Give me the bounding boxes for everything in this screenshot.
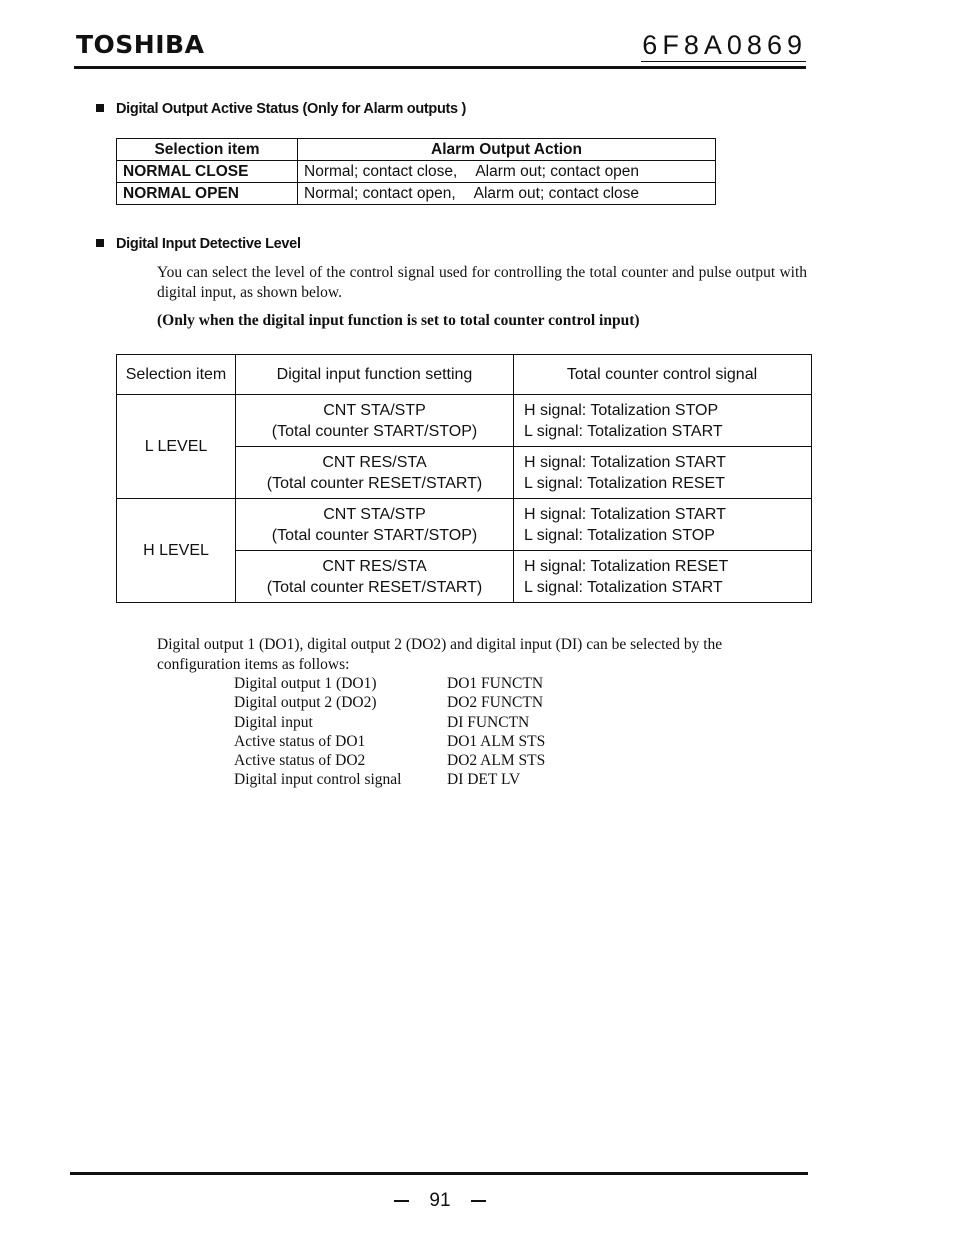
section-title: Digital Output Active Status (Only for Alarm outputs ) xyxy=(116,101,467,117)
l-signal: L signal: Totalization STOP xyxy=(524,526,715,544)
table-row xyxy=(117,183,716,205)
input-level-table xyxy=(116,354,812,603)
l-signal: L signal: Totalization RESET xyxy=(524,474,725,492)
signal-cell xyxy=(514,395,812,447)
function-description: (Total counter START/STOP) xyxy=(271,526,478,544)
dash-right xyxy=(471,1200,486,1202)
page-number xyxy=(0,1190,880,1212)
function-description: (Total counter RESET/START) xyxy=(266,578,483,596)
function-cell xyxy=(236,395,514,447)
dash-left xyxy=(394,1200,409,1202)
config-code: DO1 ALM STS xyxy=(447,732,546,750)
list-item xyxy=(234,674,545,693)
function-name: CNT RES/STA xyxy=(322,557,427,575)
column-header: Alarm Output Action xyxy=(298,139,716,161)
function-cell xyxy=(236,447,514,499)
config-code: DO1 FUNCTN xyxy=(447,675,544,692)
page-number-value: 91 xyxy=(429,1190,451,1211)
doc-number-char: 6 xyxy=(766,30,785,60)
config-label: Digital input xyxy=(234,713,313,731)
function-name: CNT RES/STA xyxy=(322,453,427,471)
config-code: DO2 ALM STS xyxy=(447,752,546,770)
function-name: CNT STA/STP xyxy=(323,401,426,419)
config-label: Digital input control signal xyxy=(234,771,402,789)
footer-rule xyxy=(70,1172,808,1175)
alarm-action: Alarm out; contact open xyxy=(475,162,640,180)
normal-action: Normal; contact open, xyxy=(304,184,456,202)
column-header: Selection item xyxy=(117,139,298,161)
table-row xyxy=(117,161,716,183)
signal-cell xyxy=(514,551,812,603)
config-code: DO2 FUNCTN xyxy=(447,694,544,712)
table-row xyxy=(117,395,812,447)
bullet-icon xyxy=(96,239,104,247)
alarm-output-table xyxy=(116,138,716,205)
selection-item-cell: NORMAL OPEN xyxy=(117,183,298,205)
function-cell xyxy=(236,551,514,603)
h-signal: H signal: Totalization STOP xyxy=(524,401,719,419)
config-intro: Digital output 1 (DO1), digital output 2 (DO2) and digital input (DI) can be selected by the configuration items as follows: xyxy=(157,636,723,673)
doc-number-char: 6 xyxy=(642,30,661,60)
l-signal: L signal: Totalization START xyxy=(524,422,723,440)
note: (Only when the digital input function is set to total counter control input) xyxy=(157,312,640,329)
level-cell: H LEVEL xyxy=(117,499,236,603)
l-signal: L signal: Totalization START xyxy=(524,578,723,596)
list-item xyxy=(234,751,545,770)
section-heading-output-status xyxy=(96,101,466,117)
action-cell xyxy=(298,183,716,205)
doc-number-char: F xyxy=(662,30,682,60)
column-header: Digital input function setting xyxy=(236,355,514,395)
column-header: Selection item xyxy=(117,355,236,395)
doc-number-char: 8 xyxy=(683,30,702,60)
table-row xyxy=(117,499,812,551)
h-signal: H signal: Totalization RESET xyxy=(524,557,729,575)
column-header: Total counter control signal xyxy=(514,355,812,395)
function-description: (Total counter RESET/START) xyxy=(266,474,483,492)
config-items-list xyxy=(234,674,545,790)
config-label: Digital output 2 (DO2) xyxy=(234,694,377,712)
bullet-icon xyxy=(96,104,104,112)
function-description: (Total counter START/STOP) xyxy=(271,422,478,440)
section-title: Digital Input Detective Level xyxy=(116,236,301,252)
normal-action: Normal; contact close, xyxy=(304,162,458,180)
table-header-row xyxy=(117,139,716,161)
doc-number-char: 0 xyxy=(726,30,745,60)
table-header-row xyxy=(117,355,812,395)
doc-number-char: A xyxy=(703,30,725,60)
signal-cell xyxy=(514,447,812,499)
function-cell xyxy=(236,499,514,551)
config-label: Digital output 1 (DO1) xyxy=(234,675,377,692)
list-item xyxy=(234,732,545,751)
alarm-action: Alarm out; contact close xyxy=(473,184,640,202)
h-signal: H signal: Totalization START xyxy=(524,453,726,471)
section-heading-input-level xyxy=(96,236,301,252)
paragraph: You can select the level of the control signal used for controlling the total counter and pulse output with digital input, as shown below. xyxy=(157,264,807,301)
function-name: CNT STA/STP xyxy=(323,505,426,523)
config-label: Active status of DO2 xyxy=(234,752,366,770)
action-cell xyxy=(298,161,716,183)
list-item xyxy=(234,770,545,789)
doc-number-char: 9 xyxy=(786,30,805,60)
header-rule xyxy=(74,66,806,69)
doc-number-char: 8 xyxy=(746,30,765,60)
document-number xyxy=(641,30,806,62)
brand-logo: TOSHIBA xyxy=(76,30,205,59)
level-cell: L LEVEL xyxy=(117,395,236,499)
h-signal: H signal: Totalization START xyxy=(524,505,726,523)
selection-item-cell: NORMAL CLOSE xyxy=(117,161,298,183)
list-item xyxy=(234,693,545,712)
config-code: DI DET LV xyxy=(447,771,521,789)
config-label: Active status of DO1 xyxy=(234,732,366,750)
config-code: DI FUNCTN xyxy=(447,713,530,731)
signal-cell xyxy=(514,499,812,551)
list-item xyxy=(234,713,545,732)
